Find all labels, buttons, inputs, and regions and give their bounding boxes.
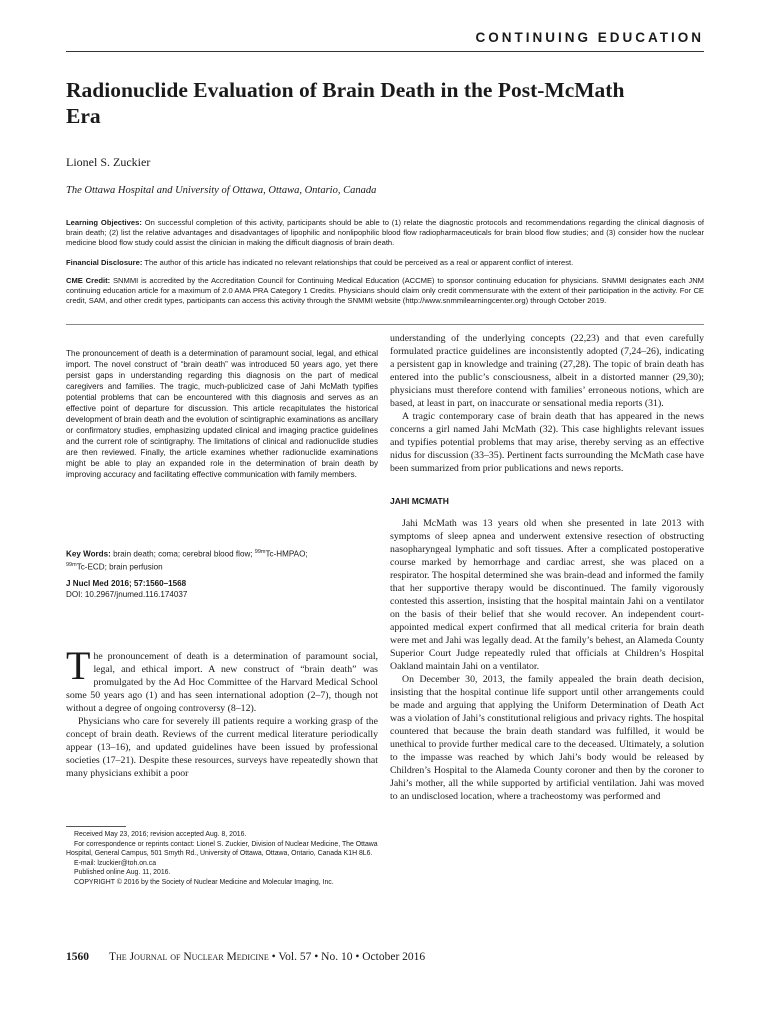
page-number: 1560 [66, 951, 89, 963]
keywords-text: Tc-HMPAO; [265, 549, 308, 559]
section-subheading: JAHI MCMATH [390, 496, 449, 506]
drop-cap: T [66, 643, 91, 688]
body-column-left [66, 643, 378, 780]
section-header: CONTINUING EDUCATION [475, 30, 704, 45]
learning-objectives [66, 218, 704, 248]
issue: No. 10 [321, 951, 353, 963]
separator: • [352, 951, 363, 963]
separator: • [311, 951, 322, 963]
body-column-right [390, 332, 704, 803]
body-paragraph: A tragic contemporary case of brain death that has appeared in the news concerns a girl named Jahi McMath (32). This case highlights relevant issues and typifies potential problems that may arise, thereby serving as an effective nidus for discussion (33–35). Pertinent facts surrounding the McMath case have been summarized from prior publications and news reports. [390, 411, 704, 474]
abstract: The pronouncement of death is a determination of paramount social, legal, and ethical import. The novel construct of “brain death” was introduced 50 years ago, yet there persist gaps in understanding regarding this diagnosis on the part of medical caregivers and families. The tragic, much-publicized case of Jahi McMath typifies potential problems that can be encountered with this diagnosis and serves as an effective point of departure for discussion. This article recapitulates the historical development of brain death and the evolution of scintigraphic examinations as ancillary or confirmatory studies, emphasizing updated clinical and imaging practice guidelines and the current role of scintigraphy. The limitations of clinical and radionuclide studies are then reviewed. Finally, the article examines whether radionuclide examinations might be able to play an expanded role in the determination of brain death by improving accuracy and facilitating effective communication with family members. [66, 349, 378, 479]
separator: • [268, 951, 279, 963]
header-rule [66, 51, 704, 52]
cme-credit [66, 276, 704, 306]
cme-label: CME Credit: [66, 276, 111, 285]
cme-text: SNMMI is accredited by the Accreditation Council for Continuing Medical Education (ACCME) to sponsor continuing education for physicians. SNMMI designates each JNM continuing education article for a maximum of 2.0 AMA PRA Category 1 Credits. Physicians should claim only credit commensurate with the extent of their participation in the activity. For CE credit, SAM, and other credit types, participants can access this activity through the SNMMI website (http://www.snmmilearningcenter.org) through October 2019. [66, 276, 705, 305]
isotope-superscript: 99m [66, 561, 77, 568]
copyright-note: COPYRIGHT © 2016 by the Society of Nuclear Medicine and Molecular Imaging, Inc. [74, 878, 334, 886]
key-words [66, 547, 378, 572]
author-name: Lionel S. Zuckier [66, 155, 151, 169]
keywords-text: Tc-ECD; brain perfusion [76, 562, 163, 572]
journal-citation: J Nucl Med 2016; 57:1560–1568 [66, 579, 187, 588]
author-affiliation: The Ottawa Hospital and University of Ottawa, Ottawa, Ontario, Canada [66, 185, 377, 196]
keywords-label: Key Words: [66, 549, 111, 559]
volume: Vol. 57 [278, 951, 312, 963]
footnotes [66, 830, 378, 888]
received-note: Received May 23, 2016; revision accepted Aug. 8, 2016. [74, 831, 247, 838]
email-note: E-mail: lzuckier@toh.on.ca [74, 859, 157, 867]
financial-disclosure [66, 258, 704, 268]
body-paragraph: On December 30, 2013, the family appealed the brain death decision, insisting that the hospital continue life support until other arrangements could be made and arguing that applying the Uniform Determination of Death Act was a violation of Jahi’s constitutional religious and privacy rights. The hospital countered that because the brain death standard was fulfilled, it would be unethical to provide further medical care to the deceased. Ultimately, a solution to the impasse was reached by which Jahi’s body would be released by Children’s Hospital to the Alameda County coroner and then by the coroner to Jahi’s mother, all the while supported by artificial ventilation. Jahi was moved to an undisclosed location, where a tracheostomy was performed and [390, 674, 704, 802]
body-paragraph: Physicians who care for severely ill patients require a working grasp of the concept of brain death. Reviews of the current medical literature periodically appear (13–16), and updated guidelines have been issued by professional societies (17–21). Despite these resources, surveys have repeatedly shown that many physicians exhibit a poor [66, 716, 378, 779]
citation-block [66, 578, 187, 600]
page-footer [66, 951, 425, 963]
correspondence-note: For correspondence or reprints contact: Lionel S. Zuckier, Division of Nuclear Medicine, The Ottawa Hospital, General Campus, 501 Smyth Rd., University of Ottawa, Ottawa, Ontario, Canada K1H 8L6. [66, 840, 378, 858]
footnote-rule [66, 826, 126, 827]
objectives-label: Learning Objectives: [66, 218, 142, 227]
intro-paragraph: he pronouncement of death is a determination of paramount social, legal, and ethical import. A new construct of “brain death” was promulgated by the Ad Hoc Committee of the Harvard Medical School some 50 years ago (1) and has seen international adoption (2–7), though not without a degree of ongoing controversy (8–12). [66, 651, 378, 714]
objectives-text: On successful completion of this activity, participants should be able to (1) relate the diagnostic protocols and recommendations regarding the clinical diagnosis of brain death; (2) list the relative advantages and disadvantages of lipophilic and nonlipophilic blood flow radiopharmaceuticals for brain blood flow studies; and (3) consider how the nuclear medicine blood flow study could assist the clinician in making the difficult diagnosis of brain death. [66, 218, 704, 247]
isotope-superscript: 99m [254, 549, 266, 555]
body-paragraph: Jahi McMath was 13 years old when she presented in late 2013 with symptoms of sleep apnea and underwent extensive resection of obstructing nasopharyngeal lymphatic and soft tissues. After a complicated postoperative course marked by hemorrhage and cardiac arrest, she was placed on a respirator. The hospital determined she was brain-dead and informed the family that her supportive therapy would be discontinued. The family vigorously contested this assertion, insisting that the hospital maintain Jahi on a ventilator on the basis of their belief that she would recover. An independent court-appointed medical expert confirmed that all medical criteria for brain death were met and Jahi was legally dead. At the family’s behest, an Alameda County Superior Court Judge repeatedly ruled that officials at Children’s Hospital Oakland maintain Jahi on a ventilator. [390, 518, 704, 672]
disclosure-text: The author of this article has indicated no relevant relationships that could be perceived as a real or apparent conflict of interest. [142, 258, 574, 267]
journal-name: The Journal of Nuclear Medicine [109, 951, 269, 963]
front-matter-rule [66, 324, 704, 325]
body-paragraph: understanding of the underlying concepts (22,23) and that even carefully formulated practice guidelines are inconsistently adopted (7,24–26), indicating a persistent gap in knowledge and training (27,28). The topic of brain death has entered into the public’s consciousness, albeit in a distorted manner (29,30); physicians must therefore contend with families’ erroneous notions, which are based, at least in part, on inaccurate or sensational media reports (31). [390, 333, 704, 409]
disclosure-label: Financial Disclosure: [66, 258, 143, 267]
keywords-text: brain death; coma; cerebral blood flow; [110, 549, 255, 559]
published-note: Published online Aug. 11, 2016. [74, 869, 171, 877]
issue-date: October 2016 [362, 951, 426, 963]
article-title: Radionuclide Evaluation of Brain Death in the Post-McMath Era [66, 78, 625, 128]
doi: DOI: 10.2967/jnumed.116.174037 [66, 590, 188, 599]
